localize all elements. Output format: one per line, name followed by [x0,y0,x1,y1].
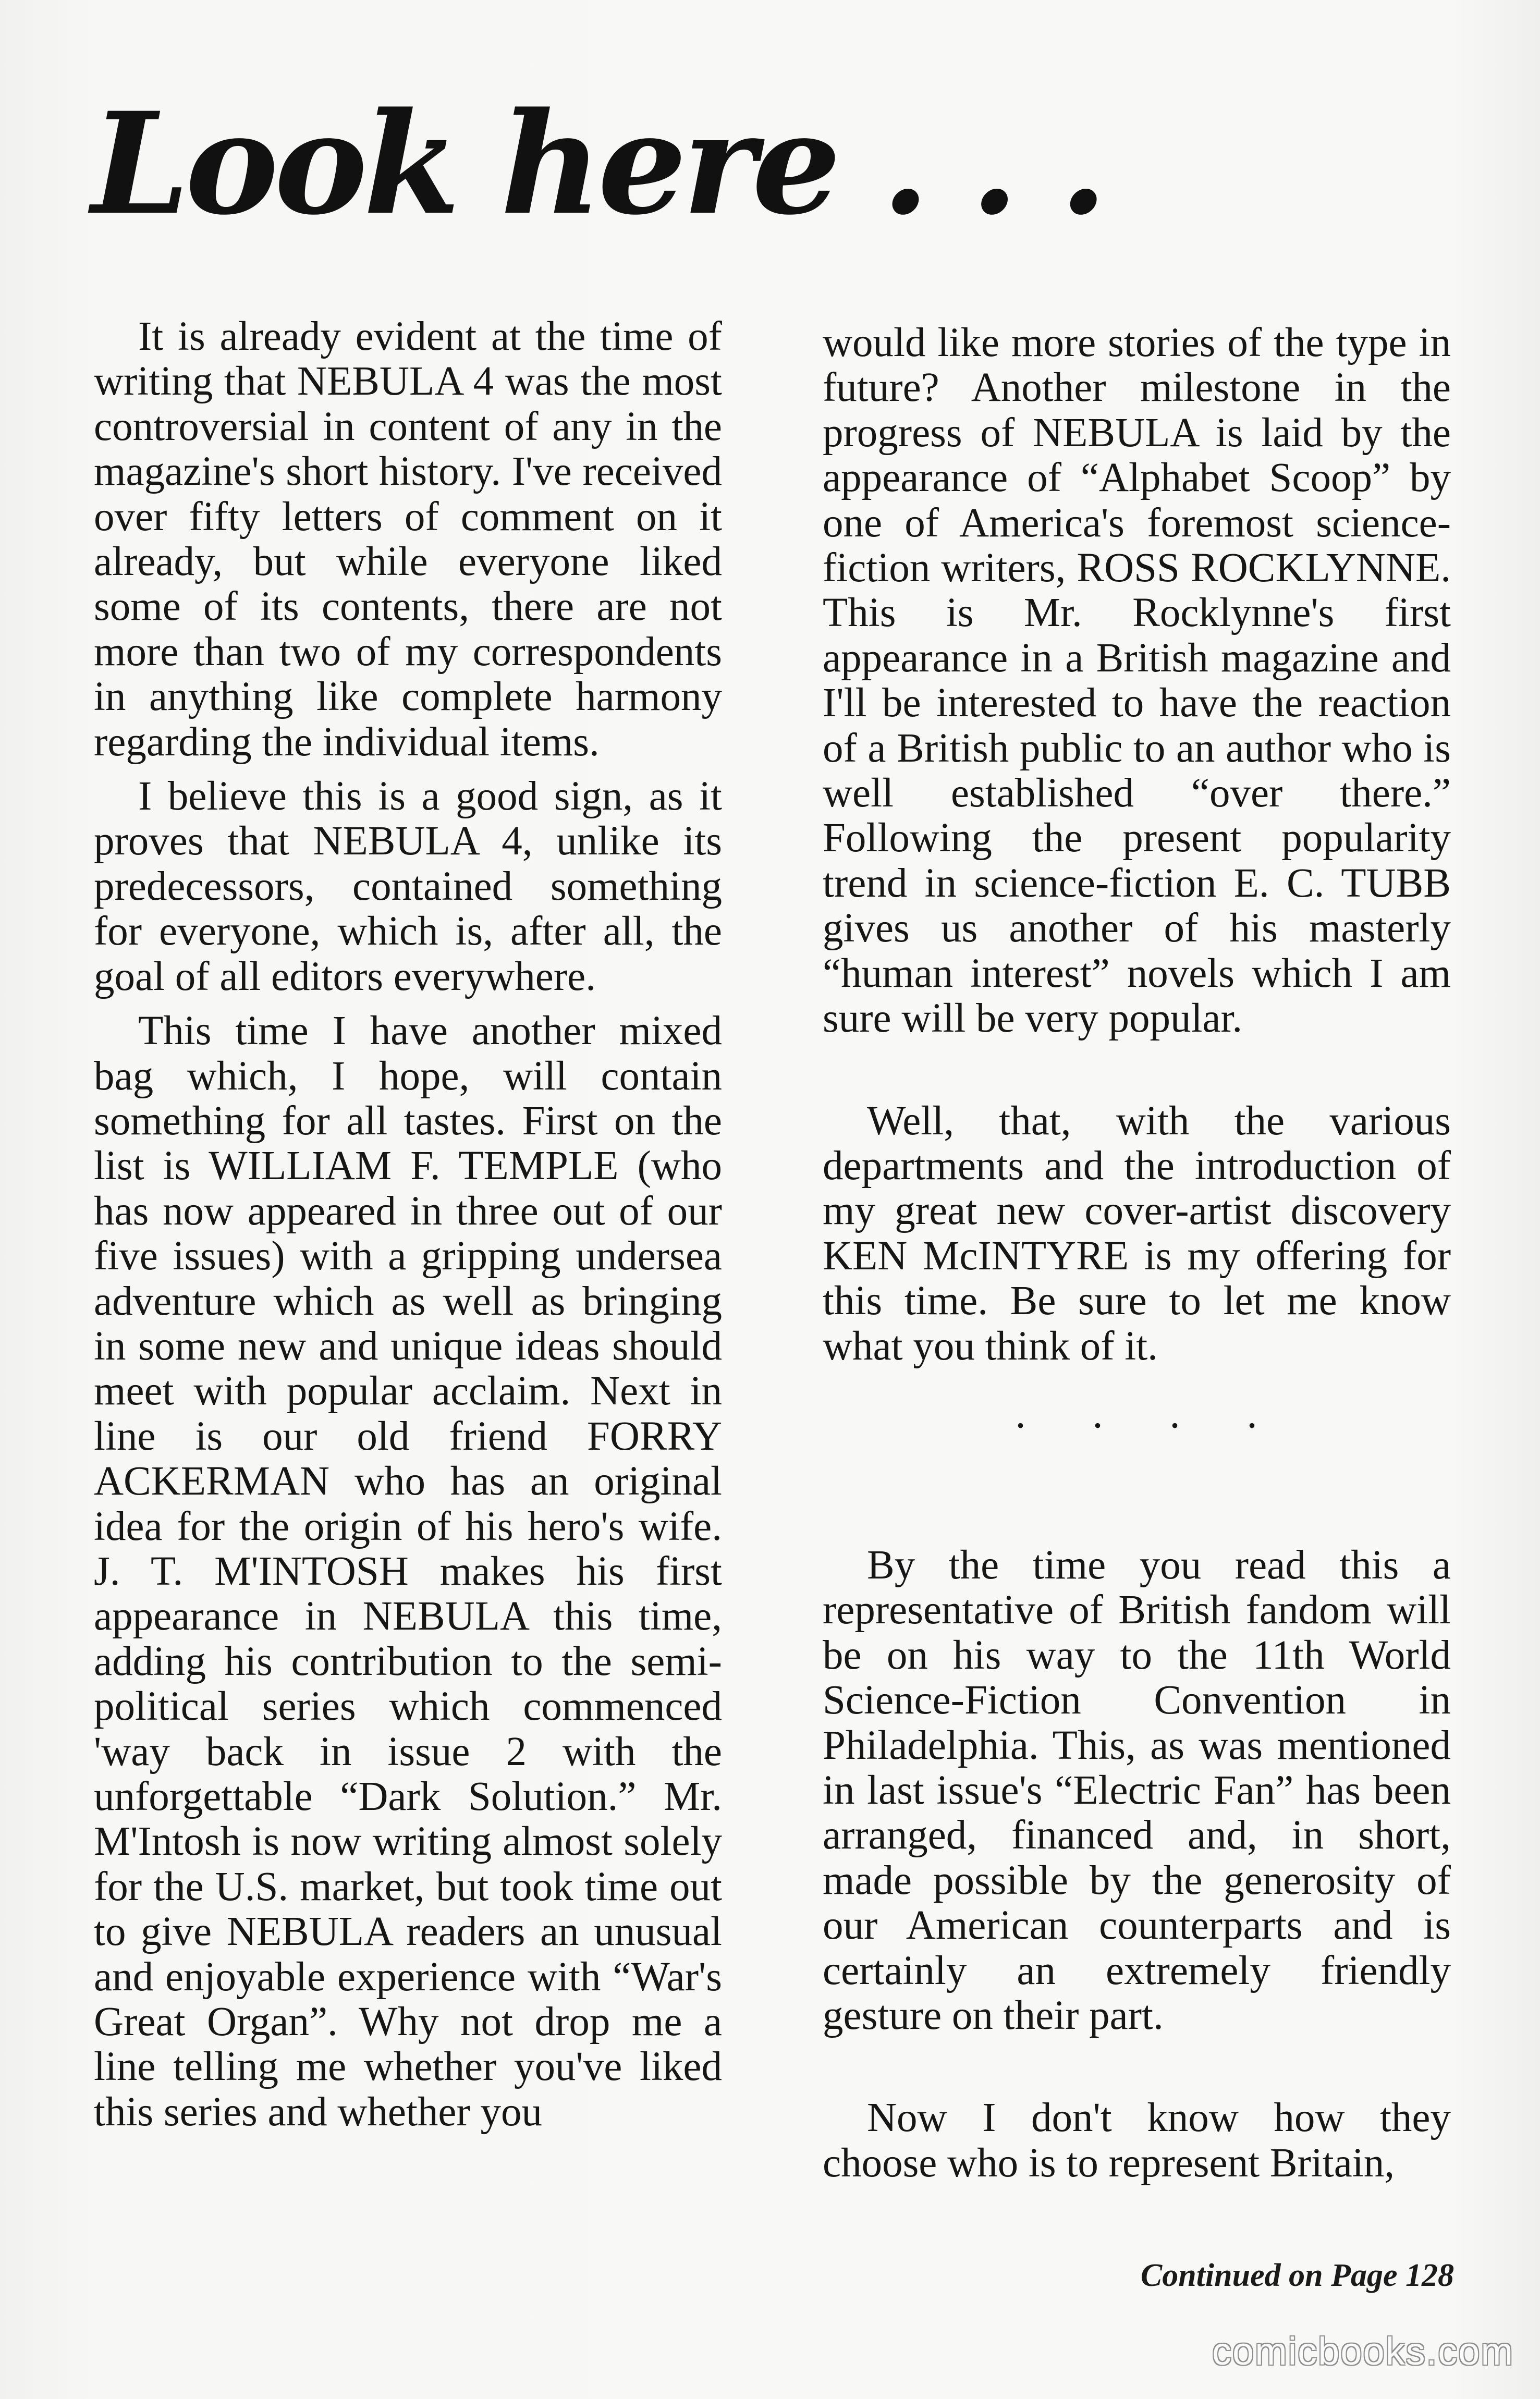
body-paragraph: Well, that, with the various departments and the introduction of my great new cover-artist discovery KEN McINTYRE is my offering for this time. Be sure to let me know what you think of it. [823,1098,1451,1369]
continued-paragraph: would like more stories of the type in future? Another milestone in the progress of NEBULA is laid by the appearance of “Alphabet Scoop” by one of America's foremost science-fiction writers, ROSS ROCKLYNNE. This is Mr. Rocklynne's first appearance in a British magazine and I'll be interested to have the reaction of a British public to an author who is well established “over there.” Following the present popularity trend in science-fiction E. C. TUBB gives us another of his masterly “human interest” novels which I am sure will be very popular. [823,320,1451,1042]
watermark: comicbooks.com [1212,2330,1514,2373]
left-column [94,314,722,2135]
body-paragraph: By the time you read this a representative of British fandom will be on his way to the 11th World Science-Fiction Convention in Philadelphia. This, as was mentioned in last issue's “Electric Fan” has been arranged, financed and, in short, made possible by the generosity of our American counterparts and is certainly an extremely friendly gesture on their part. [823,1542,1451,2038]
page-title: Look here . . . [91,82,1104,246]
body-paragraph: This time I have another mixed bag which, I hope, will contain something for all tastes. First on the list is WILLIAM F. TEMPLE (who has now appeared in three out of our five issues) with a gripping undersea adventure which as well as bringing in some new and unique ideas should meet with popular acclaim. Next in line is our old friend FORRY ACKERMAN who has an original idea for the origin of his hero's wife. J. T. M'INTOSH makes his first appearance in NEBULA this time, adding his contribution to the semi-political series which commenced 'way back in issue 2 with the unforgettable “Dark Solution.” Mr. M'Intosh is now writing almost solely for the U.S. market, but took time out to give NEBULA readers an unusual and enjoyable experience with “War's Great Organ”. Why not drop me a line telling me whether you've liked this series and whether you [94,1008,722,2135]
continued-note: Continued on Page 128 [1140,2258,1454,2293]
body-paragraph: It is already evident at the time of writing that NEBULA 4 was the most controversial in content of any in the magazine's short history. I've received over fifty letters of comment on it already, but while everyone liked some of its contents, there are not more than two of my correspondents in anything like complete harmony regarding the individual items. [94,314,722,765]
body-paragraph: I believe this is a good sign, as it proves that NEBULA 4, unlike its predecessors, contained something for everyone, which is, after all, the goal of all editors everywhere. [94,774,722,999]
right-column [823,321,1451,2186]
body-paragraph: Now I don't know how they choose who is to represent Britain, [823,2095,1451,2186]
section-separator: • • • • [1017,1413,1288,1437]
